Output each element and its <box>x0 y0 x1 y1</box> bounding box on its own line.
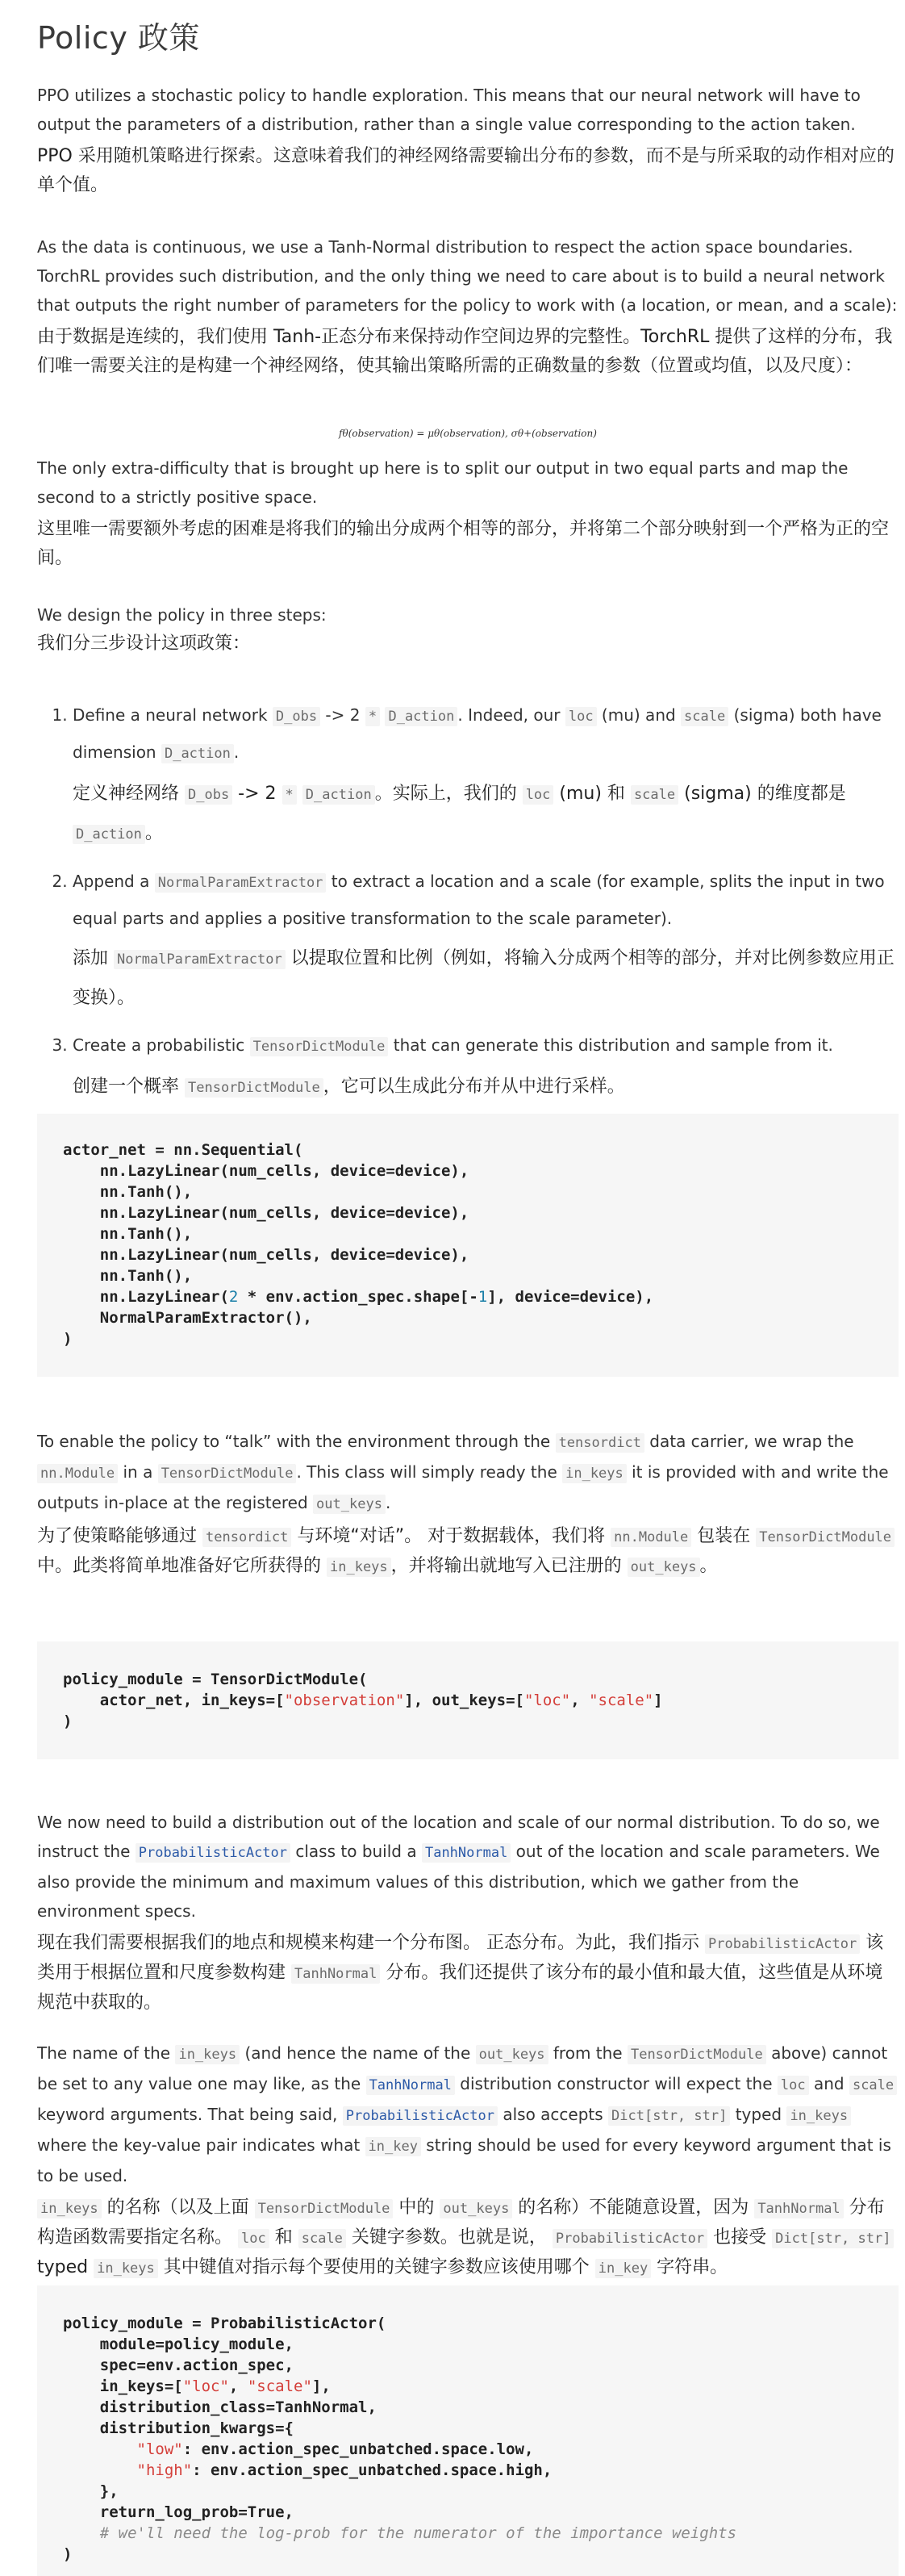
policy-formula: fθ(observation) = μθ(observation), σθ+(observation) <box>339 428 597 439</box>
wrap-text-en: To enable the policy to “talk” with the environment through the tensordict data carrier, we wrap the nn.Module in a TensorDictModule . This class will simply ready the in_keys it is provided with and write the outputs in-place at the registered out_keys . <box>37 1432 889 1512</box>
code-block-probabilistic-actor[interactable] <box>37 2285 899 2576</box>
intro-paragraph <box>37 81 899 200</box>
intro-text-zh: PPO 采用随机策略进行探索。这意味着我们的神经网络需要输出分布的参数，而不是与所采取的动作相对应的单个值。 <box>37 146 895 195</box>
probabilistic-actor-link[interactable]: ProbabilisticActor <box>136 1843 290 1863</box>
code-text: policy_module = ProbabilisticActor( module=policy_module, spec=env.action_spec, in_keys=["loc", "scale"], distribution_class=TanhNormal, distribution_kwargs={ "low": env.action_spec_unbatched.space.low, "high": env.action_spec_unbatched.space.high, }, return_log_prob=True, # we'll need the log-prob for the numerator of the importance weights ) <box>63 2315 737 2563</box>
tanh-normal-link[interactable]: TanhNormal <box>366 2076 455 2095</box>
split-text-zh: 这里唯一需要额外考虑的困难是将我们的输出分成两个相等的部分，并将第二个部分映射到一个严格为正的空间。 <box>37 519 890 568</box>
step-item <box>73 697 899 854</box>
step-3-zh: 创建一个概率 TensorDictModule ，它可以生成此分布并从中进行采样。 <box>73 1077 625 1097</box>
code-text: policy_module = TensorDictModule( actor_net, in_keys=["observation"], out_keys=["loc", "scale"] ) <box>63 1671 663 1730</box>
steps-intro-en: We design the policy in three steps: <box>37 605 327 625</box>
step-item <box>73 864 899 1018</box>
probabilistic-actor-link[interactable]: ProbabilisticActor <box>343 2106 498 2126</box>
distribution-text-en: As the data is continuous, we use a Tanh-Normal distribution to respect the action space boundaries. TorchRL provides such distribution, and the only thing we need to care about is to build a neural network that outputs the right number of parameters for the policy to work with (a location, or mean, and a scale): <box>37 237 898 315</box>
intro-text-en: PPO utilizes a stochastic policy to handle exploration. This means that our neural network will have to output the parameters of a distribution, rather than a single value corresponding to the action taken. <box>37 86 861 134</box>
wrap-paragraph <box>37 1427 899 1582</box>
steps-intro-zh: 我们分三步设计这项政策： <box>37 634 251 654</box>
keys-text-en: The name of the in_keys (and hence the name of the out_keys from the TensorDictModule above) cannot be set to any value one may like, as the TanhNormal distribution constructor will expect the loc and scale keyword arguments. That being said, ProbabilisticActor also accepts Dict[str, str] typed in_keys where the key-value pair indicates what in_key string should be used for every keyword argument that is to be used. <box>37 2039 899 2190</box>
step-3-en: 3. Create a probabilistic TensorDictModule that can generate this distribution and sample from it. <box>73 1035 833 1055</box>
step-1-zh: 定义神经网络 D_obs -> 2 * D_action 。实际上，我们的 loc (mu) 和 scale (sigma) 的维度都是 D_action 。 <box>73 784 846 843</box>
keys-text-zh: in_keys 的名称（以及上面 TensorDictModule 中的 out_keys 的名称）不能随意设置，因为 TanhNormal 分布构造函数需要指定名称。 loc 和 scale 关键字参数。也就是说， ProbabilisticActor 也接受 Dict[str, str] typed in_keys 其中键值对指示每个要使用的关键字参数应该使用哪个 in_key 字符串。 <box>37 2193 899 2283</box>
wrap-text-zh: 为了使策略能够通过 tensordict 与环境“对话”。 对于数据载体，我们将 nn.Module 包装在 TensorDictModule 中。此类将简单地准备好它所获得的 in_keys ，并将输出就地写入已注册的 out_keys 。 <box>37 1522 899 1582</box>
step-2-zh: 添加 NormalParamExtractor 以提取位置和比例（例如，将输入分成两个相等的部分，并对比例参数应用正变换）。 <box>73 948 895 1008</box>
code-text: actor_net = nn.Sequential( nn.LazyLinear(num_cells, device=device), nn.Tanh(), nn.LazyLinear(num_cells, device=device), nn.Tanh(), nn.LazyLinear(num_cells, device=device), nn.Tanh(), nn.LazyLinear(2 * env.action_spec.shape[-1], device=device), NormalParamExtractor(), ) <box>63 1141 654 1348</box>
actor-text-en: We now need to build a distribution out of the location and scale of our normal distribution. To do so, we instruct the ProbabilisticActor class to build a TanhNormal out of the location and scale parameters. We also provide the minimum and maximum values of this distribution, which we gather from the environment specs. <box>37 1813 880 1921</box>
step-2-en: 2. Append a NormalParamExtractor to extract a location and a scale (for example, splits the input in two equal parts and applies a positive transformation to the scale parameter). <box>73 872 885 928</box>
step-1-en: 1. Define a neural network D_obs -> 2 * D_action . Indeed, our loc (mu) and scale (sigma) both have dimension D_action . <box>73 705 882 762</box>
split-text-en: The only extra-difficulty that is brought up here is to split our output in two equal parts and map the second to a strictly positive space. <box>37 458 849 507</box>
keys-paragraph <box>37 2039 899 2283</box>
steps-list <box>37 697 899 1107</box>
code-block-policy-module[interactable] <box>37 1641 899 1759</box>
tanh-normal-link[interactable]: TanhNormal <box>422 1843 511 1863</box>
code-block-actor-net[interactable] <box>37 1114 899 1377</box>
step-item <box>73 1027 899 1107</box>
page-title: Policy 政策 <box>37 20 200 56</box>
distribution-paragraph <box>37 232 899 381</box>
steps-intro <box>37 600 899 659</box>
distribution-text-zh: 由于数据是连续的，我们使用 Tanh-正态分布来保持动作空间边界的完整性。TorchRL 提供了这样的分布，我们唯一需要关注的是构建一个神经网络，使其输出策略所需的正确数量的参数（位置或均值，以及尺度）： <box>37 327 893 376</box>
actor-paragraph <box>37 1808 899 2018</box>
actor-text-zh: 现在我们需要根据我们的地点和规模来构建一个分布图。 正态分布。为此，我们指示 ProbabilisticActor 该类用于根据位置和尺度参数构建 TanhNormal 分布。我们还提供了该分布的最小值和最大值，这些值是从环境规范中获取的。 <box>37 1933 884 2013</box>
split-paragraph <box>37 454 899 573</box>
